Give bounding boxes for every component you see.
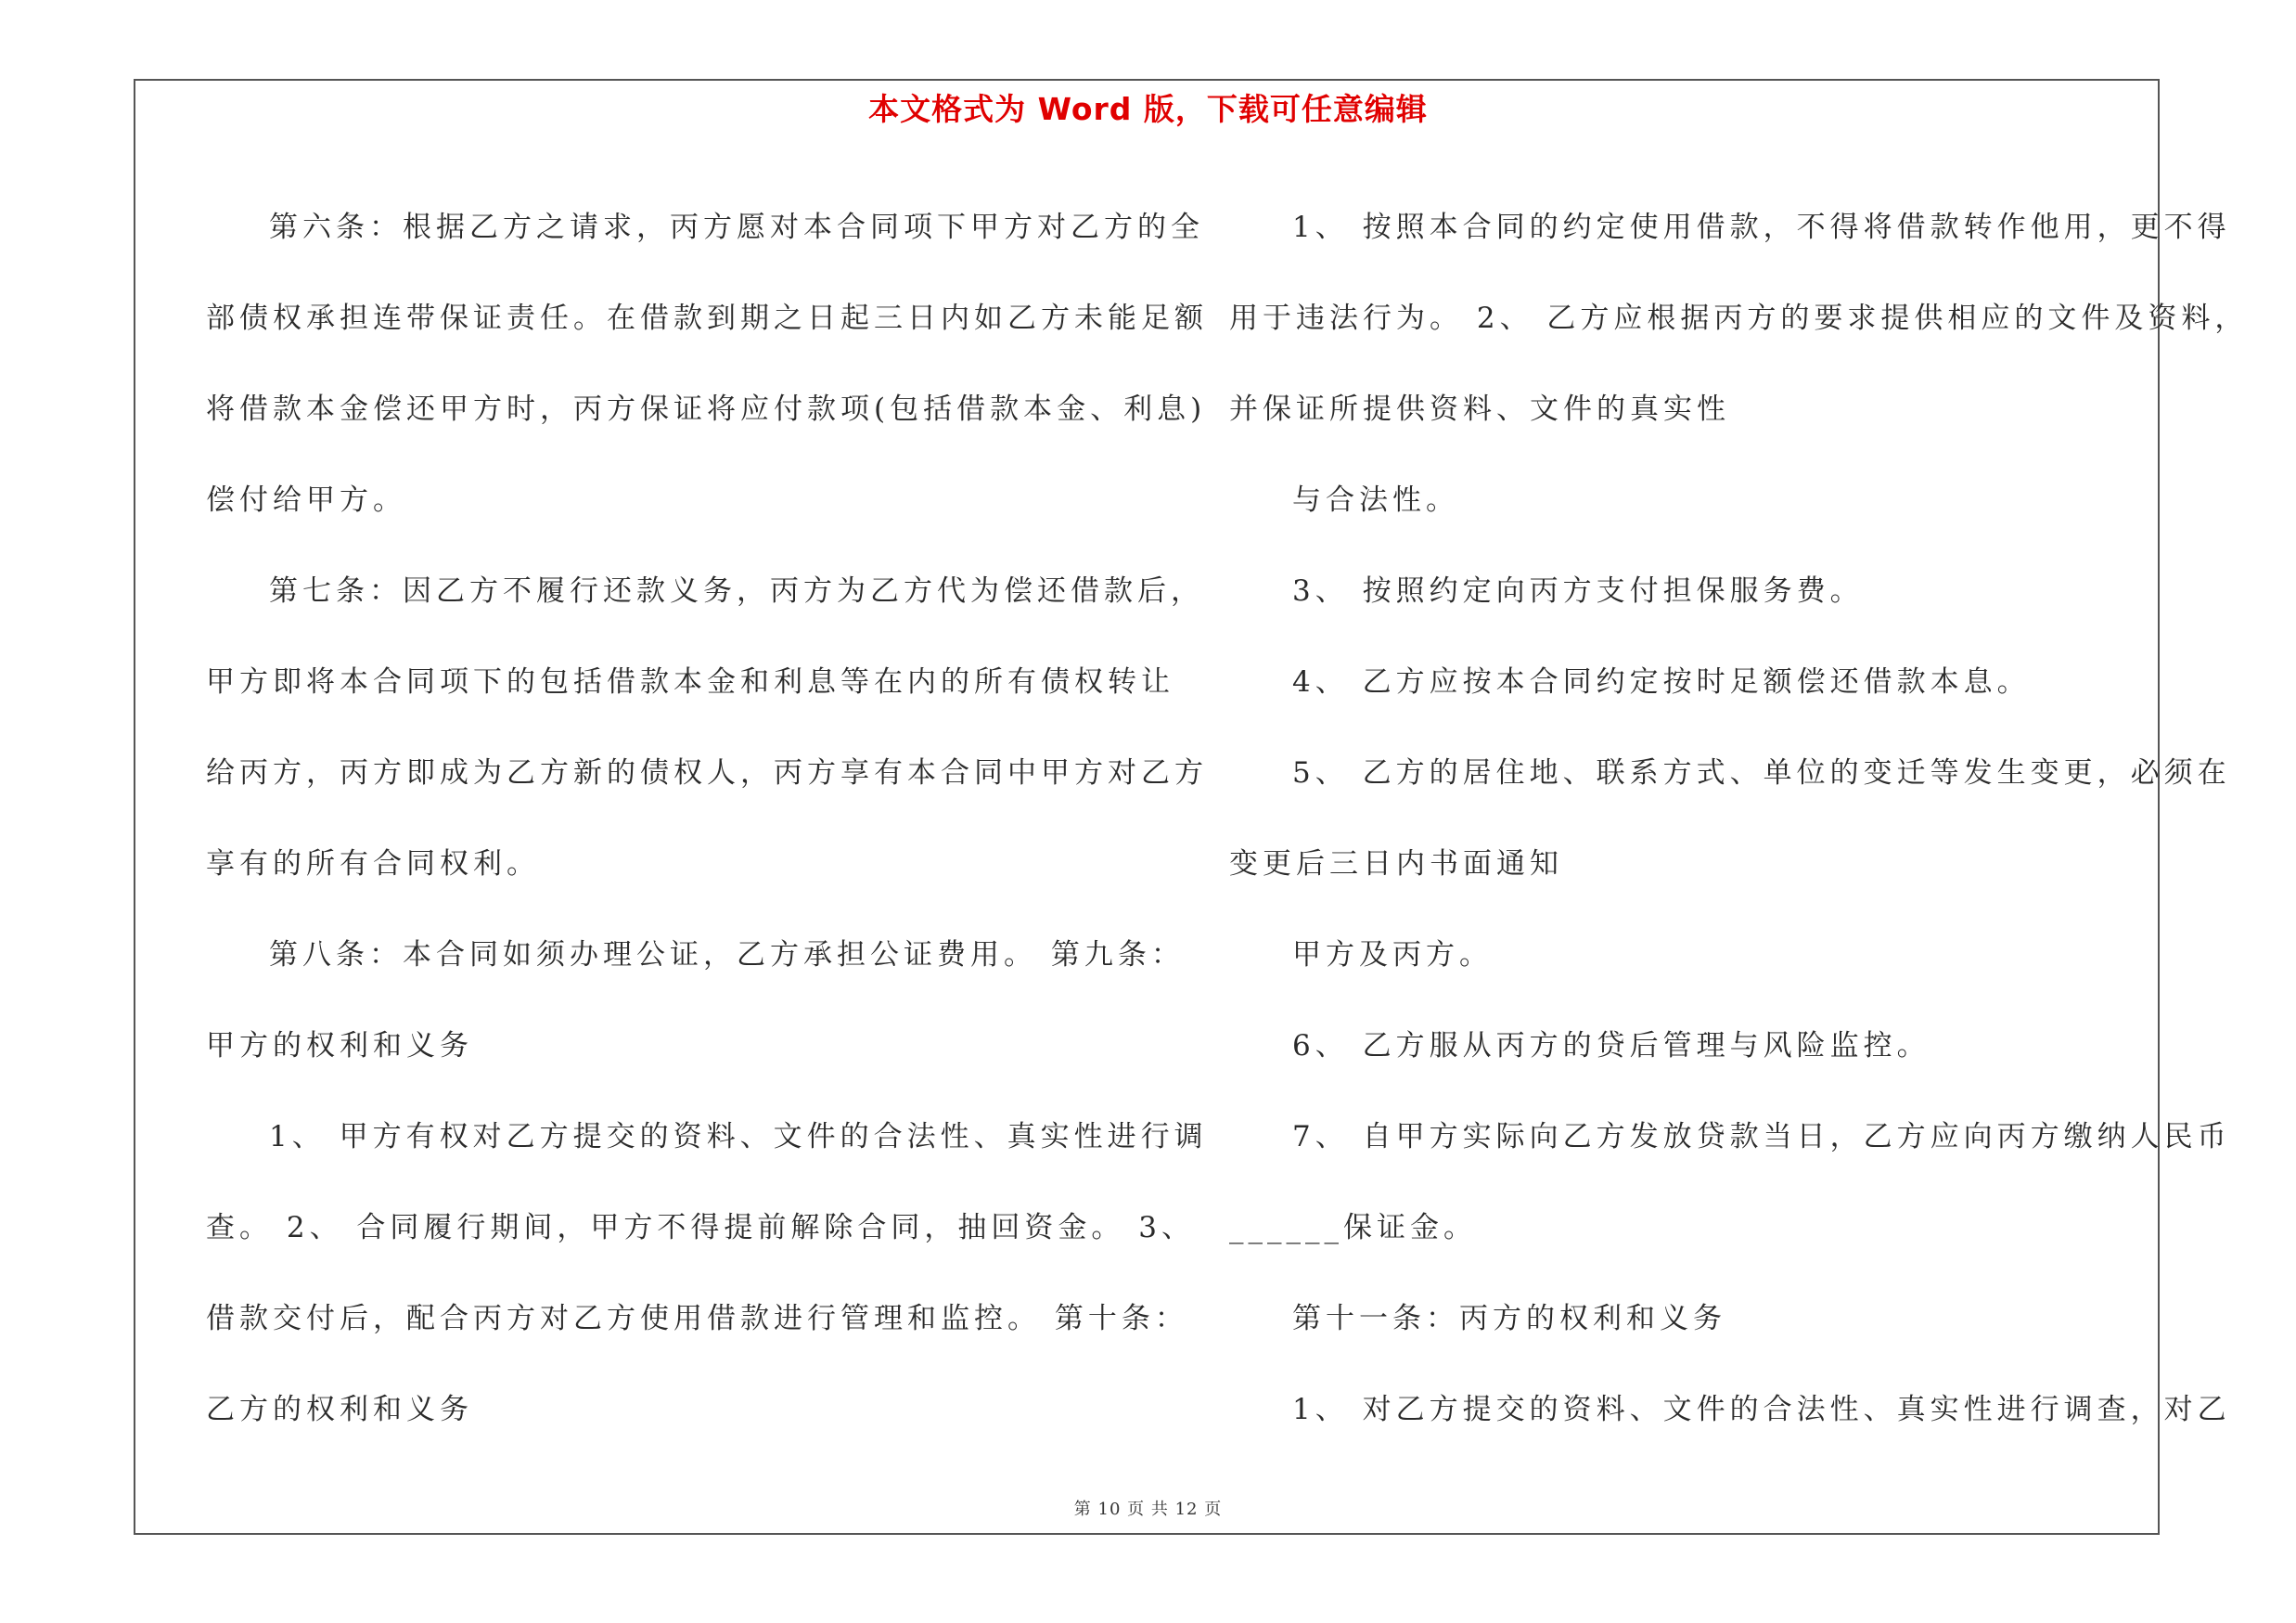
text-line: ______保证金。 xyxy=(1229,1211,1477,1244)
text-line: 第七条：因乙方不履行还款义务，丙方为乙方代为偿还借款后， xyxy=(269,574,1204,608)
text-line: 用于违法行为。 2、 乙方应根据丙方的要求提供相应的文件及资料， xyxy=(1229,302,2249,335)
text-line: 乙方的权利和义务 xyxy=(206,1393,473,1426)
text-line: 第八条：本合同如须办理公证，乙方承担公证费用。 第九条： xyxy=(269,938,1185,972)
text-line: 第十一条：丙方的权利和义务 xyxy=(1292,1302,1726,1335)
text-line: 并保证所提供资料、文件的真实性 xyxy=(1229,393,1730,426)
right-text-column xyxy=(1229,182,2249,1455)
text-line: 甲方的权利和义务 xyxy=(206,1029,473,1063)
text-line: 借款交付后，配合丙方对乙方使用借款进行管理和监控。 第十条： xyxy=(206,1302,1188,1335)
text-line: 给丙方，丙方即成为乙方新的债权人，丙方享有本合同中甲方对乙方 xyxy=(206,756,1208,790)
text-line: 甲方及丙方。 xyxy=(1292,938,1493,972)
text-line: 部债权承担连带保证责任。在借款到期之日起三日内如乙方未能足额 xyxy=(206,302,1208,335)
text-line: 查。 2、 合同履行期间，甲方不得提前解除合同，抽回资金。 3、 xyxy=(206,1211,1196,1244)
text-line: 4、 乙方应按本合同约定按时足额偿还借款本息。 xyxy=(1292,665,2031,699)
page-number-footer xyxy=(0,1496,2296,1520)
text-line: 6、 乙方服从丙方的贷后管理与风险监控。 xyxy=(1292,1029,1930,1063)
text-line: 享有的所有合同权利。 xyxy=(206,847,540,881)
text-line: 将借款本金偿还甲方时，丙方保证将应付款项(包括借款本金、利息) xyxy=(206,393,1207,426)
text-line: 变更后三日内书面通知 xyxy=(1229,847,1563,881)
left-text-column xyxy=(206,182,1208,1455)
banner-text: 本文格式为 Word 版，下载可任意编辑 xyxy=(868,91,1428,127)
text-line: 1、 按照本合同的约定使用借款，不得将借款转作他用，更不得 xyxy=(1292,211,2231,244)
text-line: 3、 按照约定向丙方支付担保服务费。 xyxy=(1292,574,1864,608)
text-line: 7、 自甲方实际向乙方发放贷款当日，乙方应向丙方缴纳人民币 xyxy=(1292,1120,2231,1153)
text-line: 1、 甲方有权对乙方提交的资料、文件的合法性、真实性进行调 xyxy=(269,1120,1208,1153)
page-number-text: 第 10 页 共 12 页 xyxy=(1073,1500,1223,1519)
text-line: 1、 对乙方提交的资料、文件的合法性、真实性进行调查，对乙 xyxy=(1292,1393,2231,1426)
text-line: 与合法性。 xyxy=(1292,483,1459,517)
text-line: 偿付给甲方。 xyxy=(206,483,406,517)
text-line: 5、 乙方的居住地、联系方式、单位的变迁等发生变更，必须在 xyxy=(1292,756,2231,790)
word-format-banner xyxy=(0,85,2296,129)
text-line: 甲方即将本合同项下的包括借款本金和利息等在内的所有债权转让 xyxy=(206,665,1174,699)
text-line: 第六条：根据乙方之请求，丙方愿对本合同项下甲方对乙方的全 xyxy=(269,211,1204,244)
